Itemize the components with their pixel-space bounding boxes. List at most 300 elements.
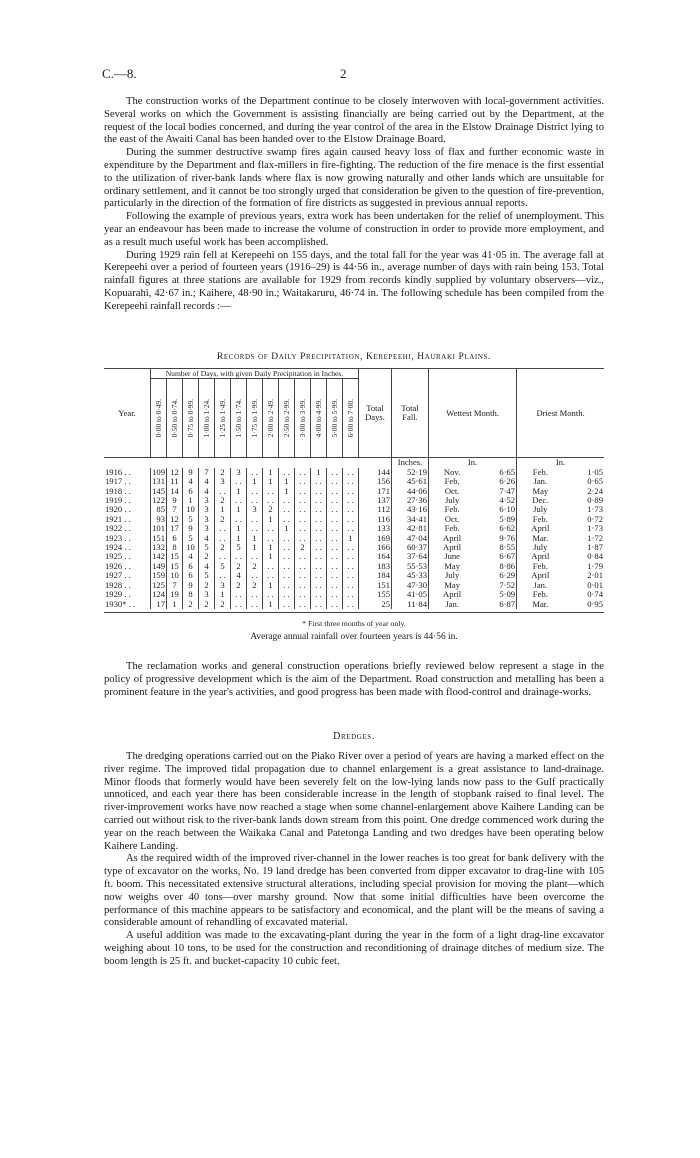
count-cell: . . [247, 515, 263, 524]
range-header [215, 379, 231, 458]
table-end-rule [104, 609, 604, 613]
total-days-cell: 137 [359, 496, 392, 505]
range-header-label: 1·75 to 1·99. [249, 399, 259, 438]
total-fall-cell: 52·19 [392, 468, 429, 477]
count-cell: 3 [199, 515, 215, 524]
count-cell: . . [247, 468, 263, 477]
count-cell: . . [295, 581, 311, 590]
table-row [104, 515, 604, 524]
count-cell: . . [311, 477, 327, 486]
count-cell: . . [311, 543, 327, 552]
total-fall-cell: 34·41 [392, 515, 429, 524]
count-cell: 2 [215, 515, 231, 524]
wettest-month-cell: April [429, 543, 476, 552]
count-cell: 3 [231, 468, 247, 477]
page-reference: C.—8. [102, 66, 137, 81]
wettest-month-cell: May [429, 562, 476, 571]
wettest-month-cell: July [429, 571, 476, 580]
count-cell: 2 [215, 468, 231, 477]
rainfall-table [104, 368, 604, 613]
count-cell: . . [247, 496, 263, 505]
total-fall-cell: 27·36 [392, 496, 429, 505]
table-title: Records of Daily Precipitation, Kerepeehi, Hauraki Plains. [216, 352, 491, 362]
total-fall-cell: 60·37 [392, 543, 429, 552]
count-cell: . . [311, 562, 327, 571]
count-cell: 149 [152, 560, 165, 571]
count-cell: 1 [231, 505, 247, 514]
count-cell: . . [327, 468, 343, 477]
count-cell: 1 [263, 468, 279, 477]
dredges-heading: Dredges. [333, 731, 375, 742]
count-cell: 7 [199, 468, 215, 477]
count-cell: 1 [263, 581, 279, 590]
count-cell: 131 [152, 476, 165, 487]
count-cell: . . [327, 524, 343, 533]
year-cell: 1919 . . [105, 495, 131, 506]
count-cell: 2 [231, 562, 247, 571]
group-header: Number of Days, with given Daily Precipitation in Inches. [151, 369, 359, 379]
driest-month-cell: Feb. [517, 590, 564, 599]
paragraph: The reclamation works and general construction operations briefly reviewed below represent a stage in the policy of progressive development which is the aim of the Department. Road construction and metalling has been a prominent feature in the year's activities, and good progress has been made with flood-control and drainage-works. [104, 661, 604, 698]
range-header-label: 1·00 to 1·24. [201, 399, 211, 438]
count-cell: 109 [152, 466, 165, 477]
driest-month-cell: Jan. [517, 581, 564, 590]
count-cell: . . [327, 590, 343, 599]
count-cell: 1 [215, 590, 231, 599]
count-cell: 3 [199, 590, 215, 599]
count-cell: 101 [152, 523, 165, 534]
paragraph: A useful addition was made to the excavating-plant during the year in the form of a light drag-line excavator weighing about 10 tons, to be used for the construction and reconditioning of drainage ditches of medium size. The boom length is 25 ft. and bucket-capacity 10 cubic feet. [104, 930, 604, 967]
count-cell: 4 [199, 477, 215, 486]
count-cell: . . [215, 524, 231, 533]
count-cell: 4 [199, 534, 215, 543]
driest-value-cell: 1·05 [587, 466, 603, 477]
paragraph: As the required width of the improved river-channel in the lower reaches is too great for bank delivery with the type of excavator on the works, No. 19 land dredge has been converted from dipper excavator to drag-line with 105 ft. boom. This necessitated extensive structural alterations, including special provision for moving the plant—which now weighs over 40 tons—over marshy ground. Now that some initial difficulties have been overcome the performance of this machine appears to be satisfactory and economical, and the plant will be the means of saving a considerable amount of rehandling of excavated material. [104, 853, 604, 929]
unit-in-dry: In. [517, 458, 604, 468]
count-cell: 93 [151, 515, 167, 524]
wettest-month-cell: April [429, 590, 476, 599]
wettest-value-cell: 7·52 [499, 579, 516, 590]
range-header-label: 6·00 to 7·00. [345, 399, 355, 438]
count-cell: . . [247, 600, 263, 609]
wettest-value-cell: 8·86 [499, 560, 516, 571]
range-header [151, 379, 167, 458]
paragraph: During the summer destructive swamp fires again caused heavy loss of flax and further economic waste in expenditure by the Department and flax-millers in fire-fighting. The reduction of the fire menace is the first essential to the utilization of river-bank lands where flax is now growing naturally and other lands which are unsuitable for ordinary settlement, and it cannot be too strongly urged that consideration be given to the question of fire-prevention, particularly in the direction of the formation of fire districts as suggested in previous annual reports. [104, 147, 604, 210]
count-cell: 2 [215, 496, 231, 505]
unit-inches: Inches. [392, 458, 429, 468]
count-cell: 151 [152, 532, 165, 543]
count-cell: 2 [199, 552, 215, 561]
range-header [167, 379, 183, 458]
total-days-cell: 171 [359, 487, 392, 496]
count-cell: . . [263, 534, 279, 543]
count-cell: . . [327, 505, 343, 514]
wettest-value-cell: 7·47 [499, 485, 516, 496]
range-header [263, 379, 279, 458]
driest-value-cell: 1·72 [587, 532, 603, 543]
paragraph: During 1929 rain fell at Kerepeehi on 155 days, and the total fall for the year was 41·05 in. The average fall at Kerepeehi over a period of fourteen years (1916–29) is 44·56 in., average number of days with rain being 153. Total rainfall figures at three stations are available for 1929 from records kindly supplied by voluntary observers—viz., Kopuarahi, 42·67 in.; Kaihere, 48·90 in.; Waitakaruru, 46·74 in. The following schedule has been compiled from the Kerepeehi rainfall records :— [104, 249, 604, 312]
count-cell: 4 [231, 571, 247, 580]
driest-month-cell: Feb. [517, 468, 564, 477]
total-days-cell: 164 [359, 552, 392, 561]
count-cell: . . [295, 534, 311, 543]
count-cell: 1 [167, 600, 183, 609]
range-header-label: 2·50 to 2·99. [281, 399, 291, 438]
year-cell: 1917 . . [105, 476, 131, 487]
count-cell: . . [215, 534, 231, 543]
year-cell: 1925 . . [105, 551, 131, 562]
wettest-month-cell: July [429, 496, 476, 505]
driest-value-cell: 0·89 [587, 495, 603, 506]
count-cell: . . [295, 552, 311, 561]
table-row [104, 581, 604, 590]
unit-in-wet: In. [429, 458, 517, 468]
count-cell: 4 [183, 477, 199, 486]
count-cell: 2 [199, 600, 215, 609]
count-cell: . . [295, 600, 311, 609]
count-cell: . . [343, 543, 359, 552]
count-cell: 5 [231, 543, 247, 552]
count-cell: . . [295, 524, 311, 533]
count-cell: . . [343, 524, 359, 533]
count-cell: 124 [152, 589, 165, 600]
count-cell: 15 [167, 552, 183, 561]
range-header [183, 379, 199, 458]
count-cell: . . [279, 581, 295, 590]
wettest-value-cell: 4·52 [499, 495, 516, 506]
count-cell: 1 [343, 534, 359, 543]
wettest-value-cell: 6·26 [499, 476, 516, 487]
table-row [104, 600, 604, 609]
table-row [104, 552, 604, 561]
count-cell: 8 [183, 590, 199, 599]
driest-value-cell: 0·95 [587, 598, 603, 609]
count-cell: 11 [167, 477, 183, 486]
count-cell: 1 [279, 524, 295, 533]
count-cell: . . [311, 524, 327, 533]
driest-value-cell: 1·87 [587, 542, 603, 553]
driest-value-cell: 0·74 [587, 589, 603, 600]
driest-value-cell: 1·79 [587, 560, 603, 571]
wettest-value-cell: 8·55 [499, 542, 516, 553]
count-cell: 2 [199, 581, 215, 590]
count-cell: . . [263, 524, 279, 533]
count-cell: . . [311, 571, 327, 580]
range-header [247, 379, 263, 458]
count-cell: . . [263, 562, 279, 571]
wettest-month-cell: Oct. [429, 487, 476, 496]
count-cell: . . [263, 571, 279, 580]
count-cell: . . [327, 571, 343, 580]
count-cell: 5 [215, 562, 231, 571]
wettest-month-cell: May [429, 581, 476, 590]
driest-month-cell: Mar. [517, 600, 564, 609]
wettest-month-cell: June [429, 552, 476, 561]
count-cell: . . [327, 562, 343, 571]
count-cell: . . [295, 487, 311, 496]
wettest-month-cell: Feb. [429, 505, 476, 514]
total-days-cell: 183 [359, 562, 392, 571]
count-cell: . . [279, 543, 295, 552]
count-cell: . . [295, 515, 311, 524]
count-cell: 5 [199, 571, 215, 580]
count-cell: . . [295, 477, 311, 486]
count-cell: 10 [167, 571, 183, 580]
driest-value-cell: 0·84 [587, 551, 603, 562]
count-cell: 2 [295, 543, 311, 552]
total-fall-cell: 55·53 [392, 562, 429, 571]
range-header-label: 4·00 to 4·99. [313, 399, 323, 438]
count-cell: 12 [167, 515, 183, 524]
count-cell: 1 [247, 534, 263, 543]
count-cell: . . [311, 552, 327, 561]
wettest-value-cell: 9·76 [499, 532, 516, 543]
count-cell: . . [327, 487, 343, 496]
count-cell: . . [279, 534, 295, 543]
total-fall-cell: 41·05 [392, 590, 429, 599]
count-cell: . . [343, 505, 359, 514]
count-cell: 7 [167, 581, 183, 590]
count-cell: 6 [183, 571, 199, 580]
year-header: Year. [104, 369, 151, 458]
wettest-value-cell: 6·29 [499, 570, 516, 581]
range-header [231, 379, 247, 458]
count-cell: 142 [152, 551, 165, 562]
wettest-value-cell: 5·89 [499, 513, 516, 524]
count-cell: . . [295, 505, 311, 514]
count-cell: 1 [247, 543, 263, 552]
count-cell: 19 [167, 590, 183, 599]
total-days-cell: 155 [359, 590, 392, 599]
range-header [279, 379, 295, 458]
count-cell: 17 [151, 600, 167, 609]
range-header [327, 379, 343, 458]
count-cell: . . [295, 571, 311, 580]
count-cell: 14 [167, 487, 183, 496]
count-cell: 6 [167, 534, 183, 543]
average-note: Average annual rainfall over fourteen years is 44·56 in. [250, 632, 458, 642]
count-cell: . . [327, 477, 343, 486]
driest-value-cell: 1·73 [587, 504, 603, 515]
total-fall-cell: 45·33 [392, 571, 429, 580]
driest-value-cell: 0·72 [587, 513, 603, 524]
reclamation-text [104, 661, 604, 699]
count-cell: . . [279, 590, 295, 599]
range-header [343, 379, 359, 458]
wettest-header: Wettest Month. [429, 369, 517, 458]
wettest-value-cell: 6·65 [499, 466, 516, 477]
driest-month-cell: July [517, 505, 564, 514]
count-cell: . . [279, 562, 295, 571]
count-cell: 3 [215, 581, 231, 590]
range-header [295, 379, 311, 458]
table-row [104, 477, 604, 486]
count-cell: 1 [263, 543, 279, 552]
count-cell: . . [263, 487, 279, 496]
count-cell: 17 [167, 524, 183, 533]
count-cell: . . [343, 552, 359, 561]
paragraph: The dredging operations carried out on the Piako River over a period of years are having a marked effect on the river regime. The improved tidal propagation due to channel enlargement is a great assistance to land-drainage. Minor floods that formerly would have been severely felt on the low-lying lands now pass to the Gulf practically unnoticed, and each year there has been considerable increase in the length of stopbank raised to final level. The river-improvement works have now reached a stage when some channel-enlargement above Kaihere Landing can be carried out without risk to the river-bank lands down stream from this point. One dredge commenced work during the year on the reach between the Waikaka Canal and Patetonga Landing and two dredges have been operating below Kaihere Landing. [104, 751, 604, 852]
count-cell: . . [311, 534, 327, 543]
year-cell: 1923 . . [105, 532, 131, 543]
count-cell: 7 [167, 505, 183, 514]
year-cell: 1929 . . [105, 589, 131, 600]
total-days-cell: 133 [359, 524, 392, 533]
wettest-month-cell: Oct. [429, 515, 476, 524]
table-row [104, 543, 604, 552]
count-cell: 1 [263, 600, 279, 609]
page-number: 2 [340, 66, 347, 81]
count-cell: . . [231, 590, 247, 599]
driest-month-cell: Feb. [517, 562, 564, 571]
count-cell: 1 [183, 496, 199, 505]
range-header-label: 1·50 to 1·74. [233, 399, 243, 438]
count-cell: . . [279, 515, 295, 524]
driest-month-cell: Jan. [517, 477, 564, 486]
count-cell: 5 [183, 534, 199, 543]
count-cell: . . [231, 496, 247, 505]
driest-month-cell: April [517, 524, 564, 533]
count-cell: 85 [151, 505, 167, 514]
table-row [104, 487, 604, 496]
table-row [104, 496, 604, 505]
count-cell: . . [311, 496, 327, 505]
year-cell: 1926 . . [105, 560, 131, 571]
year-cell: 1920 . . [105, 504, 131, 515]
total-days-cell: 184 [359, 571, 392, 580]
count-cell: . . [247, 571, 263, 580]
driest-value-cell: 2·01 [587, 570, 603, 581]
count-cell: . . [343, 600, 359, 609]
count-cell: . . [343, 515, 359, 524]
count-cell: . . [311, 505, 327, 514]
range-header-label: 5·00 to 5·99. [329, 399, 339, 438]
count-cell: 6 [183, 487, 199, 496]
count-cell: . . [263, 496, 279, 505]
year-cell: 1921 . . [105, 513, 131, 524]
count-cell: 145 [152, 485, 165, 496]
count-cell: 10 [183, 505, 199, 514]
count-cell: . . [343, 590, 359, 599]
count-cell: . . [247, 524, 263, 533]
total-fall-header: Total Fall. [392, 369, 429, 458]
count-cell: . . [327, 543, 343, 552]
wettest-value-cell: 6·87 [499, 598, 516, 609]
count-cell: 132 [152, 542, 165, 553]
count-cell: . . [279, 496, 295, 505]
total-days-cell: 116 [359, 515, 392, 524]
count-cell: 9 [183, 524, 199, 533]
total-days-cell: 156 [359, 477, 392, 486]
count-cell: 3 [215, 477, 231, 486]
count-cell: . . [327, 515, 343, 524]
table-row [104, 468, 604, 477]
count-cell: . . [279, 505, 295, 514]
driest-month-cell: July [517, 543, 564, 552]
total-fall-cell: 11·84 [392, 600, 429, 609]
count-cell: . . [295, 562, 311, 571]
count-cell: 3 [199, 524, 215, 533]
wettest-month-cell: April [429, 534, 476, 543]
count-cell: 1 [263, 477, 279, 486]
wettest-value-cell: 5·09 [499, 589, 516, 600]
range-header-label: 2·00 to 2·49. [265, 399, 275, 438]
total-fall-cell: 47·04 [392, 534, 429, 543]
driest-value-cell: 0·65 [587, 476, 603, 487]
count-cell: 5 [183, 515, 199, 524]
count-cell: 2 [183, 600, 199, 609]
driest-month-cell: Mar. [517, 534, 564, 543]
count-cell: . . [295, 496, 311, 505]
table-row [104, 590, 604, 599]
count-cell: 125 [152, 579, 165, 590]
range-header [311, 379, 327, 458]
table-row [104, 505, 604, 514]
wettest-month-cell: Feb. [429, 524, 476, 533]
count-cell: . . [279, 552, 295, 561]
count-cell: . . [215, 552, 231, 561]
count-cell: 1 [263, 515, 279, 524]
year-cell: 1928 . . [105, 579, 131, 590]
count-cell: 1 [215, 505, 231, 514]
count-cell: . . [295, 468, 311, 477]
wettest-value-cell: 6·67 [499, 551, 516, 562]
count-cell: 1 [231, 487, 247, 496]
year-cell: 1922 . . [105, 523, 131, 534]
paragraph: The construction works of the Department continue to be closely interwoven with local-government activities. Several works on which the Government is assisting financially are being carried out by the Department, at the request of the local bodies concerned, and during the year control of the area in the Elstow Drainage District lying to the east of the Awaiti Canal has been handed over to the Elstow Drainage Board. [104, 96, 604, 146]
count-cell: 3 [199, 496, 215, 505]
wettest-value-cell: 6·10 [499, 504, 516, 515]
count-cell: . . [343, 496, 359, 505]
count-cell: 1 [311, 468, 327, 477]
range-header-label: 3·00 to 3·99. [297, 399, 307, 438]
driest-month-cell: April [517, 552, 564, 561]
count-cell: . . [231, 552, 247, 561]
count-cell: . . [343, 562, 359, 571]
count-cell: . . [343, 571, 359, 580]
table-row [104, 524, 604, 533]
total-fall-cell: 42·81 [392, 524, 429, 533]
count-cell: 1 [279, 477, 295, 486]
count-cell: . . [279, 600, 295, 609]
count-cell: . . [311, 600, 327, 609]
count-cell: 4 [183, 552, 199, 561]
count-cell: . . [279, 468, 295, 477]
table-end-cell [104, 609, 604, 613]
range-header-label: 0·00 to 0·49. [153, 399, 163, 438]
count-cell: 10 [183, 543, 199, 552]
total-days-cell: 144 [359, 468, 392, 477]
wettest-month-cell: Nov. [429, 468, 476, 477]
total-days-header: Total Days. [359, 369, 392, 458]
count-cell: 2 [215, 543, 231, 552]
driest-value-cell: 2·24 [587, 485, 603, 496]
count-cell: . . [215, 487, 231, 496]
count-cell: 2 [215, 600, 231, 609]
count-cell: . . [215, 571, 231, 580]
count-cell: . . [343, 487, 359, 496]
table-row [104, 562, 604, 571]
year-cell: 1930* . . [105, 598, 136, 609]
year-cell: 1927 . . [105, 570, 131, 581]
range-header [199, 379, 215, 458]
wettest-month-cell: Jan. [429, 600, 476, 609]
driest-value-cell: 1·73 [587, 523, 603, 534]
total-fall-cell: 47·30 [392, 581, 429, 590]
count-cell: 1 [263, 552, 279, 561]
count-cell: 2 [247, 581, 263, 590]
count-cell: 1 [247, 477, 263, 486]
